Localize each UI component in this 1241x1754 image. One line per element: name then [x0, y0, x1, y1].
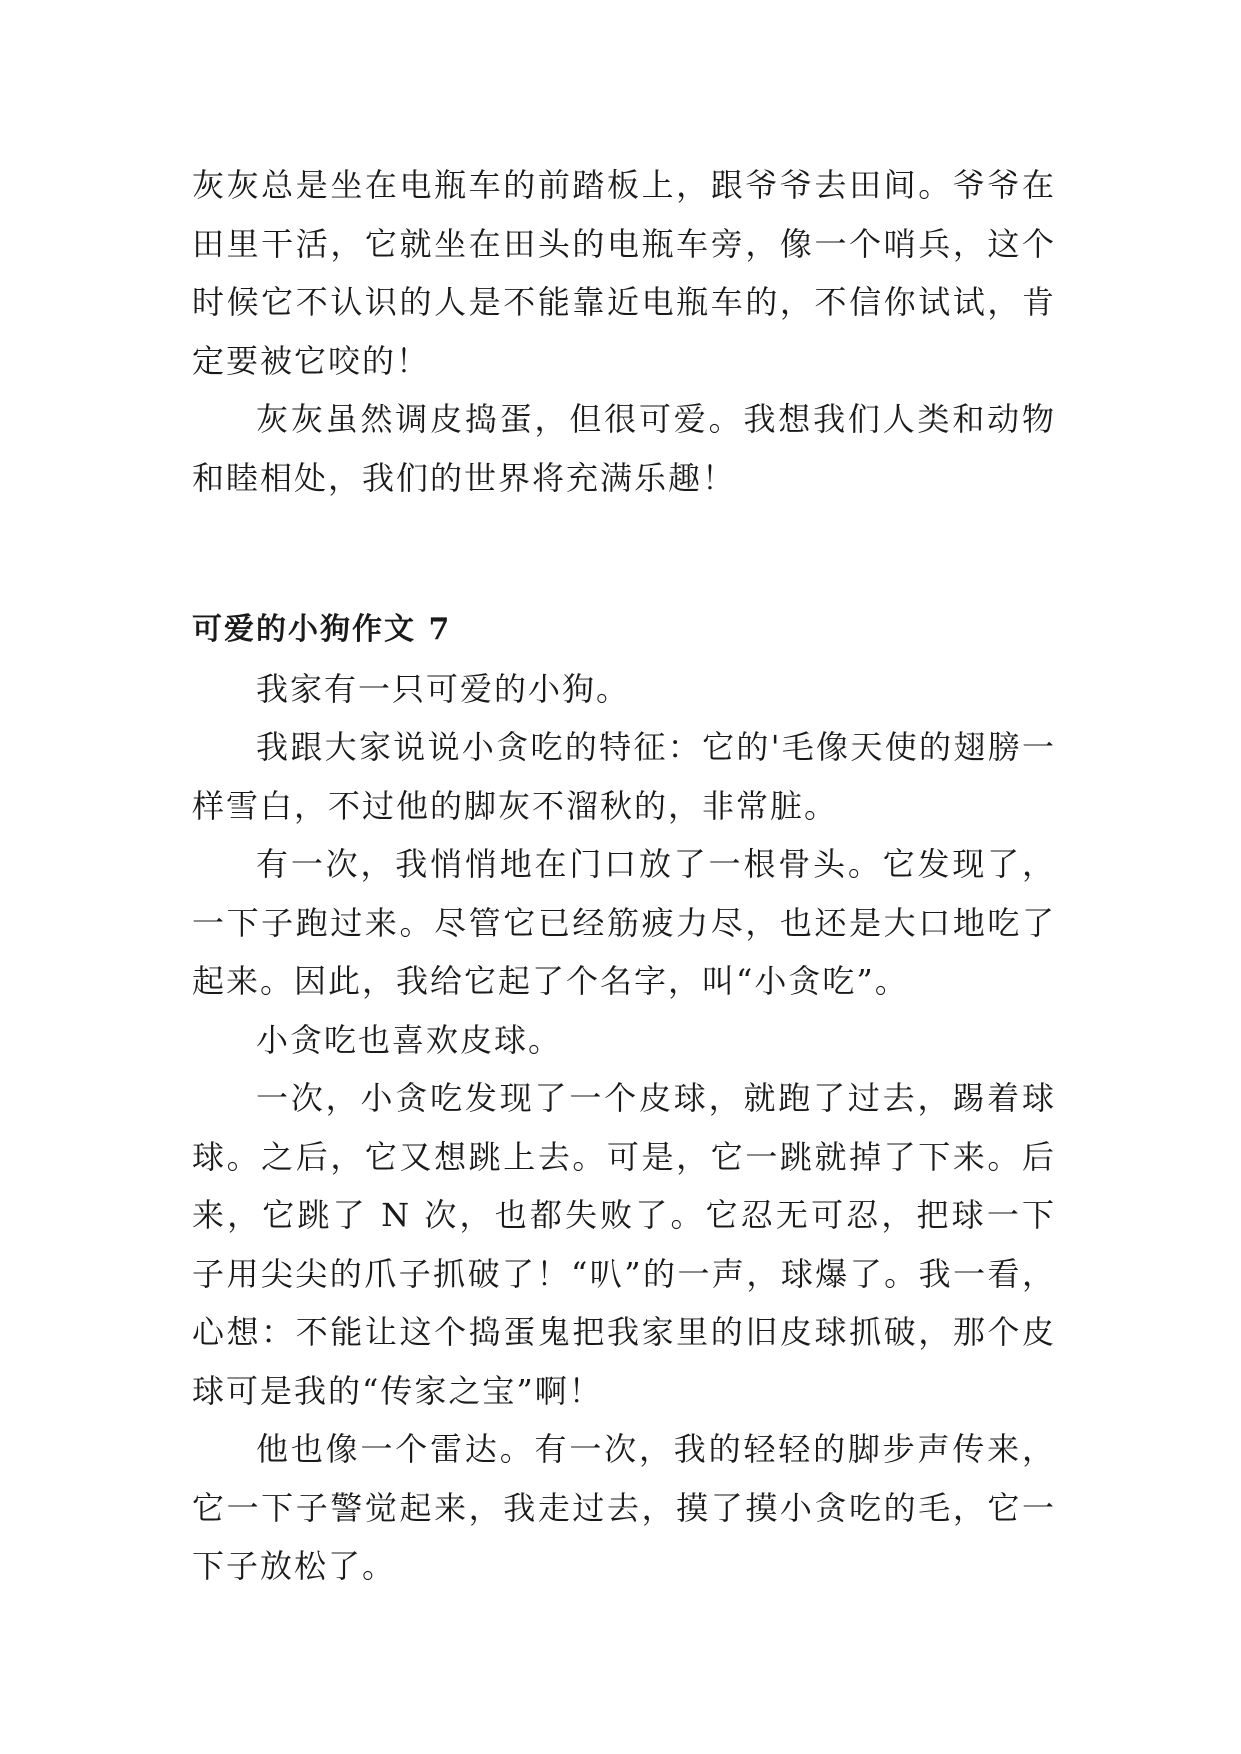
paragraph: 我家有一只可爱的小狗。 [256, 669, 631, 708]
paragraph: 小贪吃也喜欢皮球。 [256, 1020, 563, 1059]
paragraph: 有一次，我悄悄地在门口放了一根骨头。它发现了，一下子跑过来。尽管它已经筋疲力尽，也还是大口地吃了起来。因此，我给它起了个名字，叫“小贪吃”。 [192, 845, 1056, 1000]
paragraph: 灰灰总是坐在电瓶车的前踏板上，跟爷爷去田间。爷爷在田里干活，它就坐在田头的电瓶车旁，像一个哨兵，这个时候它不认识的人是不能靠近电瓶车的，不信你试试，肯定要被它咬的！ [192, 166, 1056, 380]
paragraph: 他也像一个雷达。有一次，我的轻轻的脚步声传来，它一下子警觉起来，我走过去，摸了摸小贪吃的毛，它一下子放松了。 [192, 1430, 1056, 1585]
document-page [192, 156, 1056, 1596]
paragraph: 灰灰虽然调皮捣蛋，但很可爱。我想我们人类和动物和睦相处，我们的世界将充满乐趣！ [192, 400, 1056, 497]
paragraph: 我跟大家说说小贪吃的特征：它的'毛像天使的翅膀一样雪白，不过他的脚灰不溜秋的，非常脏。 [192, 728, 1056, 825]
paragraph: 一次，小贪吃发现了一个皮球，就跑了过去，踢着球球。之后，它又想跳上去。可是，它一跳就掉了下来。后来，它跳了 N 次，也都失败了。它忍无可忍，把球一下子用尖尖的爪子抓破了！“叭”的一声，球爆了。我一看，心想：不能让这个捣蛋鬼把我家里的旧皮球抓破，那个皮球可是我的“传家之宝”啊！ [192, 1079, 1056, 1410]
section-title: 可爱的小狗作文 7 [192, 612, 452, 647]
